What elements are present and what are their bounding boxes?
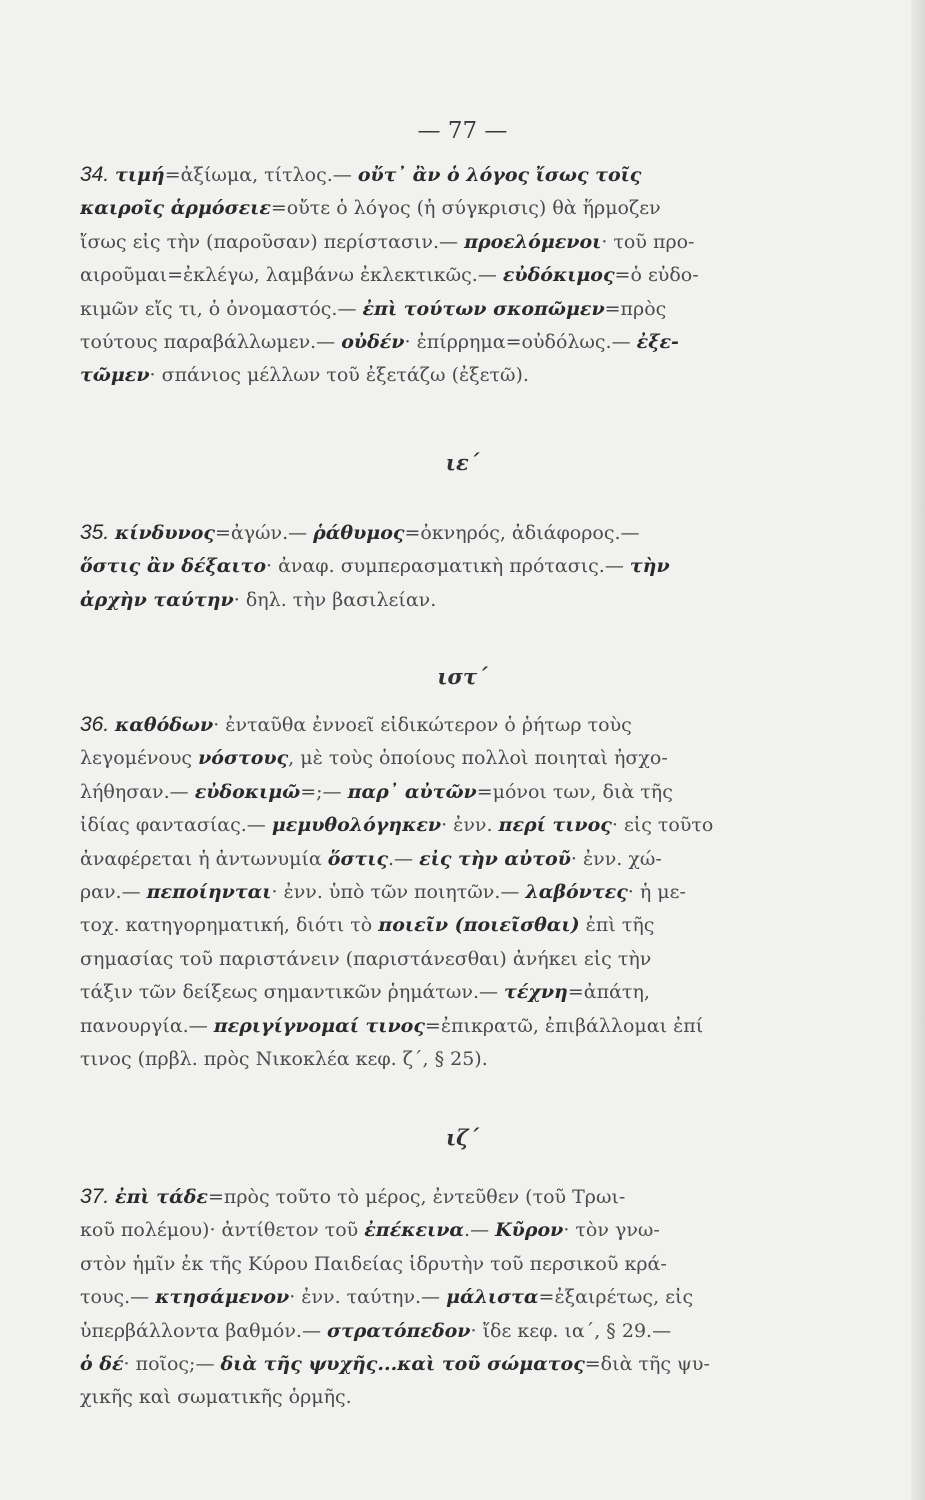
gloss-text: =ἀξίωμα, τίτλος.— [164,164,358,186]
headword: ῥάθυμος [313,522,405,544]
gloss-text: =ὀκνηρός, ἀδιάφορος.— [404,522,640,544]
entry-number: 34. [80,163,116,186]
headword: μάλιστα [446,1286,539,1309]
gloss-text: ἐπὶ τῆς [579,914,655,937]
headword: οὐδέν [341,331,405,354]
text-line [80,876,793,909]
gloss-text: =πρὸς τοῦτο τὸ μέρος, ἐντεῦθεν (τοῦ Τρωι- [207,1186,626,1208]
text-line [80,1348,793,1381]
headword: περιγίγνομαί τινος [213,1014,425,1037]
entry-number: 36. [80,713,116,736]
gloss-text: κοῦ πολέμου)· ἀντίθετον τοῦ [80,1219,365,1242]
gloss-text: ἀναφέρεται ἡ ἀντωνυμία [80,847,328,870]
gloss-text: · ἴδε κεφ. ια´, § 29.— [470,1319,672,1342]
gloss-text: =ὁ εὐδο- [614,264,699,287]
headword: πεποίηνται [146,881,272,904]
gloss-text: τάξιν τῶν δείξεως σημαντικῶν ῥημάτων.— [80,981,505,1004]
headword: ἐπὶ τούτων σκοπῶμεν [362,297,605,320]
gloss-text: ραν.— [80,881,147,904]
headword: ὅστις [327,847,389,870]
gloss-text: =οὔτε ὁ λόγος (ἡ σύγκρισις) θὰ ἥρμοζεν [270,197,661,220]
text-line [80,843,793,876]
gloss-text: =;— [300,780,348,803]
headword: τιμή [115,164,165,186]
headword: κτησάμενον [155,1286,290,1309]
text-line [80,943,793,976]
gloss-text: · ποῖος;— [123,1353,221,1376]
headword: εὐδοκιμῶ [194,780,301,803]
section-heading-16: ιστ΄ [437,664,488,689]
headword: ἐξε- [636,331,679,354]
headword: Κῦρον [495,1219,564,1242]
headword: ἀρχὴν ταύτην [80,588,234,611]
text-line [80,326,793,359]
gloss-text: τους.— [80,1286,156,1309]
gloss-text: · ἐνν. χώ- [570,847,662,870]
text-line [80,1214,793,1247]
text-line [80,708,793,742]
text-line [80,226,793,259]
gloss-text: σημασίας τοῦ παριστάνειν (παριστάνεσθαι) ἀνήκει εἰς τὴν [80,947,652,970]
gloss-text: στὸν ἡμῖν ἐκ τῆς Κύρου Παιδείας ἱδρυτὴν τοῦ περσικοῦ κρά- [80,1252,667,1275]
gloss-text: · τὸν γνω- [563,1219,660,1242]
gloss-text: ἴσως εἰς τὴν (παροῦσαν) περίστασιν.— [80,230,465,253]
text-line [80,1180,793,1214]
headword: οὔτ᾽ ἂν ὁ λόγος ἴσως τοῖς [357,164,642,186]
headword: ἐπὶ τάδε [115,1186,208,1208]
gloss-text: αιροῦμαι=ἐκλέγω, λαμβάνω ἐκλεκτικῶς.— [80,264,503,287]
gloss-text: · ἐπίρρημα=οὐδόλως.— [404,331,637,354]
section-36 [80,708,793,1076]
section-heading-17: ιζ΄ [445,1125,480,1150]
text-line [80,192,793,225]
text-line [80,293,793,326]
headword: ποιεῖν (ποιεῖσθαι) [378,914,580,937]
entry-number: 37. [80,1185,116,1208]
text-line [80,809,793,842]
headword: καιροῖς ἁρμόσειε [80,197,271,220]
headword: στρατόπεδον [327,1319,471,1342]
gloss-text: · τοῦ προ- [601,230,695,253]
headword: νόστους [198,747,289,770]
gloss-text: · σπάνιος μέλλων τοῦ ἐξετάζω (ἐξετῶ). [149,364,529,387]
text-line [80,259,793,292]
headword: τέχνη [504,981,568,1004]
headword: εἰς τὴν αὐτοῦ [419,847,571,870]
gloss-text: πανουργία.— [80,1014,214,1037]
gloss-text: =πρὸς [604,297,667,320]
text-line [80,1248,793,1281]
section-heading-15: ιε΄ [445,450,480,475]
text-line [80,1315,793,1348]
gloss-text: · δηλ. τὴν βασιλείαν. [233,588,437,611]
gloss-text: · ἐνν. [441,814,499,837]
text-line [80,550,793,583]
gloss-text: .— [464,1219,496,1242]
gloss-text: =διὰ τῆς ψυ- [584,1353,710,1376]
gloss-text: τούτους παραβάλλωμεν.— [80,331,342,354]
gloss-text: ὑπερβάλλοντα βαθμόν.— [80,1319,327,1342]
text-line [80,909,793,942]
text-line [80,976,793,1009]
headword: προελόμενοι [464,230,602,253]
text-line [80,158,793,192]
text-line [80,742,793,775]
headword: εὐδόκιμος [502,264,615,287]
text-line [80,1281,793,1314]
headword: κίνδυνος [115,522,215,544]
gloss-text: =μόνοι των, διὰ τῆς [476,780,673,803]
section-37 [80,1180,793,1415]
text-line [80,1010,793,1043]
headword: περί τινος [498,814,612,837]
text-line [80,516,793,550]
text-line [80,1381,793,1414]
text-line [80,776,793,809]
headword: διὰ τῆς ψυχῆς...καὶ τοῦ σώματος [220,1353,585,1376]
gloss-text: λεγομένους [80,747,199,770]
headword: τῶμεν [80,364,150,387]
gloss-text: , μὲ τοὺς ὁποίους πολλοὶ ποιηταὶ ἠσχο- [288,747,668,770]
gloss-text: · εἰς τοῦτο [611,814,714,837]
gloss-text: =ἀγών.— [214,522,314,544]
gloss-text: ἰδίας φαντασίας.— [80,814,272,837]
headword: μεμυθολόγηκεν [271,814,442,837]
gloss-text: χικῆς καὶ σωματικῆς ὁρμῆς. [80,1386,352,1409]
page-edge-shadow [911,0,925,1500]
gloss-text: λήθησαν.— [80,780,195,803]
headword: παρ᾽ αὐτῶν [347,780,477,803]
gloss-text: =ἐπικρατῶ, ἐπιβάλλομαι ἐπί [424,1014,704,1037]
gloss-text: κιμῶν εἴς τι, ὁ ὀνομαστός.— [80,297,363,320]
gloss-text: · ἐνταῦθα ἐννοεῖ εἰδικώτερον ὁ ῥήτωρ τοὺς [213,714,632,736]
gloss-text: · ἐνν. ταύτην.— [289,1286,447,1309]
section-35 [80,516,793,617]
gloss-text: · ἐνν. ὑπὸ τῶν ποιητῶν.— [271,881,526,904]
text-line [80,584,793,617]
gloss-text: τοχ. κατηγορηματική, διότι τὸ [80,914,379,937]
section-34 [80,158,793,393]
gloss-text: =ἐξαιρέτως, εἰς [538,1286,694,1309]
headword: ἐπέκεινα [364,1219,465,1242]
gloss-text: .— [388,847,420,870]
headword: ὅστις ἂν δέξαιτο [80,555,267,578]
gloss-text: · ἡ με- [627,881,686,904]
entry-number: 35. [80,521,116,544]
headword: λαβόντες [525,881,628,904]
headword: τὴν [629,555,670,578]
text-line [80,1043,793,1076]
headword: ὁ δέ [80,1353,124,1376]
gloss-text: · ἀναφ. συμπερασματικὴ πρότασις.— [266,555,630,578]
page-number: — 77 — [417,118,508,144]
headword: καθόδων [115,714,214,736]
text-line [80,359,793,392]
gloss-text: =ἀπάτη, [567,981,650,1004]
gloss-text: τινος (πρβλ. πρὸς Νικοκλέα κεφ. ζ´, § 25). [80,1048,488,1071]
